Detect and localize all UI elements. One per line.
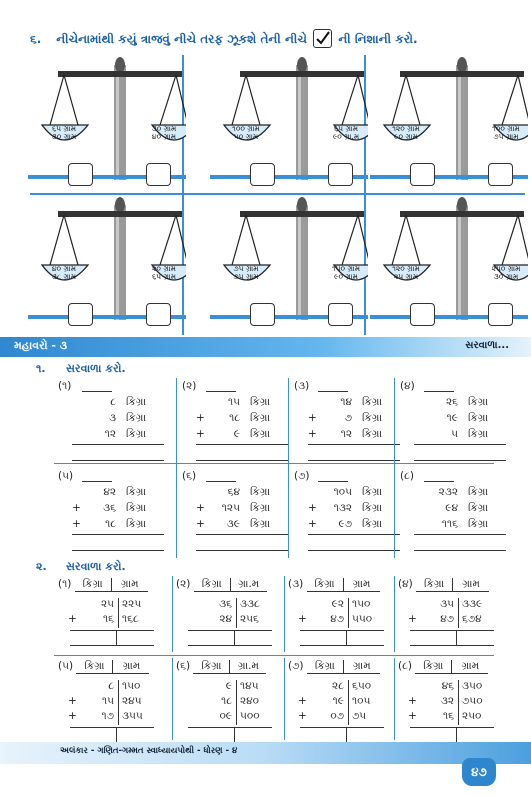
answer-line: [196, 444, 288, 445]
answer-line: [188, 727, 272, 728]
checkmark-icon: [314, 30, 331, 47]
problem-label: (૭): [294, 470, 310, 482]
answer-box-left[interactable]: [410, 163, 435, 186]
problem-row: + ૧૮ કિગ્રા: [72, 518, 147, 530]
answer-line: [70, 645, 154, 646]
problem-row: ૯૪ કિગ્રા: [445, 502, 489, 514]
problem-row: ૩ કિગ્રા: [109, 412, 147, 424]
answer-line: [72, 550, 164, 551]
pan-weight: ૧૦૦ ગ્રામ: [232, 124, 260, 133]
answer-line: [308, 534, 400, 535]
answer-box-right[interactable]: [328, 163, 353, 186]
table-row: + ૧૬ ૨૫૦: [398, 710, 508, 725]
problem-divider: [394, 378, 395, 468]
table-row: ૩૫ ૩૩૯: [398, 598, 508, 613]
problem-row: ૬૪ કિગ્રા: [227, 486, 271, 498]
answer-box-left[interactable]: [250, 163, 275, 186]
answer-blank[interactable]: [82, 481, 112, 482]
column-divider: [456, 727, 457, 742]
answer-line: [300, 645, 384, 646]
table-row: + ૧૭ ૩૫૫: [58, 710, 168, 725]
table-header: (૬) કિગ્રા ગ્રા.મ: [176, 660, 266, 674]
pan-weight: ૯૦ ગ્રામ: [394, 132, 418, 141]
answer-line: [196, 460, 288, 461]
pan-weight: ૪૦ ગ્રામ: [151, 132, 177, 141]
answer-box-right[interactable]: [488, 163, 513, 186]
band-title: મહાવરો - ૩: [14, 339, 68, 352]
answer-line: [188, 645, 272, 646]
footer-text: અલંકાર - ગણિત-ગમ્મત સ્વાધ્યાયપોથી - ધોરણ - ૪: [60, 746, 238, 756]
page-number: ૪૭: [462, 758, 496, 786]
answer-line: [410, 727, 494, 728]
answer-box-right[interactable]: [488, 303, 513, 326]
pan-weight: ૬૫ ગ્રામ: [51, 124, 77, 133]
question-text-before: નીચેનામાંથી કયું ત્રાજવું નીચે તરફ ઝૂકશે તેની નીચે: [56, 32, 307, 46]
answer-line: [300, 630, 384, 631]
question-number: ૬.: [30, 32, 42, 46]
answer-line: [300, 727, 384, 728]
pan-weight: ૭૫ ગ્રામ: [233, 264, 259, 273]
question-6-heading: [30, 30, 418, 49]
section-band: [0, 337, 531, 357]
answer-blank[interactable]: [206, 481, 236, 482]
problem-label: (૧): [58, 380, 72, 392]
answer-blank[interactable]: [424, 391, 454, 392]
problem-label: (૮): [400, 470, 414, 482]
column-divider: [234, 727, 235, 742]
question-text-after: ની નિશાની કરો.: [338, 32, 418, 46]
answer-line: [414, 460, 506, 461]
table-row: + ૪૭ ૬૭૪: [398, 613, 508, 628]
problem-label: (૫): [58, 470, 74, 482]
problem-divider: [394, 468, 395, 558]
answer-line: [196, 534, 288, 535]
table-header: (૨) કિગ્રા ગ્રા.મ: [176, 578, 267, 592]
answer-line: [196, 550, 288, 551]
problem-row: ૨૩૨ કિગ્રા: [438, 486, 489, 498]
column-divider: [346, 630, 347, 645]
problem-divider: [394, 658, 395, 740]
table-row: + ૦૭ ૭૫: [288, 710, 398, 725]
section-1-number: ૧.: [36, 362, 46, 375]
pan-weight: ૨૫૦ ગ્રામ: [491, 264, 521, 273]
table-row: ૨૪ ૨૫૬: [176, 613, 286, 628]
problem-row: + ૧૩૨ કિગ્રા: [308, 502, 383, 514]
pan-weight: ૨૫ ગ્રામ: [393, 272, 419, 281]
pan-weight: ૯૦ ગ્રા.મ: [332, 132, 360, 141]
problem-label: (૨): [182, 380, 197, 392]
answer-line: [188, 630, 272, 631]
column-divider: [234, 630, 235, 645]
problem-divider: [288, 378, 289, 468]
pan-weight: ૬૫ ગ્રામ: [333, 124, 359, 133]
pan-weight: ૯૦ ગ્રામ: [334, 272, 358, 281]
band-subtitle: સરવાળા...: [465, 340, 509, 351]
problem-row: ૧૪ કિગ્રા: [340, 396, 383, 408]
answer-blank[interactable]: [318, 481, 348, 482]
section-1-title: સરવાળા કરો.: [66, 362, 126, 375]
problem-row: ૨૬ કિગ્રા: [445, 396, 489, 408]
table-row: + ૧૯ ૧૦૫: [288, 695, 398, 710]
row-divider: [54, 463, 494, 464]
problem-row: ૧૦૫ કિગ્રા: [333, 486, 383, 498]
problem-row: + ૧૨૫ કિગ્રા: [196, 502, 271, 514]
problem-row: ૧૯ કિગ્રા: [446, 412, 489, 424]
table-header: (૧) કિગ્રા ગ્રામ: [58, 578, 148, 592]
balance-scale: [370, 55, 528, 185]
problem-divider: [284, 576, 285, 652]
problem-divider: [172, 576, 173, 652]
table-row: ૨૫ ૨૨૫: [58, 598, 168, 613]
pan-weight: ૧૨૦ ગ્રામ: [392, 124, 420, 133]
table-header: (૫) કિગ્રા ગ્રામ: [58, 660, 149, 674]
answer-line: [414, 444, 506, 445]
answer-blank[interactable]: [82, 391, 112, 392]
problem-divider: [288, 468, 289, 558]
answer-line: [308, 550, 400, 551]
problem-row: ૫ કિગ્રા: [451, 428, 489, 440]
pan-weight: ૨૦ ગ્રામ: [152, 264, 176, 273]
pan-weight: ૫૦ ગ્રામ: [233, 132, 259, 141]
problem-row: + ૩૯ કિગ્રા: [196, 518, 271, 530]
pan-weight: ૩૮ ગ્રામ: [51, 272, 77, 281]
problem-row: + ૧૨ કિગ્રા: [308, 428, 383, 440]
problem-label: (૪): [400, 380, 415, 392]
problem-row: ૧૧૬ કિગ્રા: [441, 518, 489, 530]
table-row: + ૧૬ ૧૬૮: [58, 613, 168, 628]
table-row: ૨૮ ૬૫૦: [288, 680, 398, 695]
answer-line: [410, 645, 494, 646]
table-header: (૮) કિગ્રા ગ્રામ: [398, 660, 488, 674]
answer-blank[interactable]: [318, 391, 348, 392]
column-divider: [346, 727, 347, 742]
pan-weight: ૬૫ ગ્રામ: [151, 272, 177, 281]
problem-row: + ૧૮ કિગ્રા: [196, 412, 271, 424]
table-row: + ૩૨ ૭૫૦: [398, 695, 508, 710]
row-divider: [54, 655, 494, 656]
problem-row: ૧૨ કિગ્રા: [104, 428, 147, 440]
problem-row: + ૯૭ કિગ્રા: [308, 518, 383, 530]
problem-row: ૪૨ કિગ્રા: [103, 486, 147, 498]
table-row: ૯૨ ૧૫૦: [288, 598, 398, 613]
pan-weight: ૩૦ ગ્રામ: [51, 132, 77, 141]
table-header: (૭) કિગ્રા ગ્રામ: [288, 660, 380, 674]
table-header: (૩) કિગ્રા ગ્રામ: [288, 578, 380, 592]
column-divider: [116, 727, 117, 742]
table-row: ૯ ૧૪૫: [176, 680, 286, 695]
balance-scale: [210, 195, 368, 325]
pan-weight: ૧૦૦ ગ્રામ: [492, 124, 520, 133]
table-row: ૪૬ ૩૫૦: [398, 680, 508, 695]
pan-weight: ૧૨૦ ગ્રામ: [392, 264, 420, 273]
answer-box-right[interactable]: [146, 163, 171, 186]
pan-weight: ૩૦ ગ્રામ: [493, 272, 519, 281]
problem-row: + ૭ કિગ્રા: [308, 412, 383, 424]
answer-box-left[interactable]: [410, 303, 435, 326]
problem-row: + ૩૬ કિગ્રા: [72, 502, 147, 514]
answer-line: [70, 630, 154, 631]
section-2-title: સરવાળા કરો.: [66, 560, 126, 573]
answer-line: [410, 630, 494, 631]
answer-line: [72, 534, 164, 535]
table-row: ૧૮ ૨૪૦: [176, 695, 286, 710]
column-divider: [456, 630, 457, 645]
problem-row: + ૯ કિગ્રા: [196, 428, 271, 440]
pan-weight: ૩૦ ગ્રામ: [151, 124, 177, 133]
table-row: + ૧૫ ૨૪૫: [58, 695, 168, 710]
table-row: + ૪૭ ૫૫૦: [288, 613, 398, 628]
problem-label: (૩): [294, 380, 310, 392]
problem-divider: [176, 378, 177, 468]
answer-line: [414, 534, 506, 535]
section-2-number: ૨.: [36, 560, 47, 573]
answer-box-left[interactable]: [68, 303, 93, 326]
table-row: ૮ ૧૫૦: [58, 680, 168, 695]
table-header: (૪) કિગ્રા ગ્રામ: [398, 578, 489, 592]
check-sample-box: [313, 29, 332, 48]
answer-line: [414, 550, 506, 551]
pan-weight: ૧૫૦ ગ્રામ: [331, 264, 361, 273]
answer-line: [70, 727, 154, 728]
answer-line: [308, 460, 400, 461]
problem-label: (૬): [182, 470, 197, 482]
column-divider: [116, 630, 117, 645]
pan-weight: ૭૫ ગ્રામ: [233, 272, 259, 281]
balance-scale: [210, 55, 368, 185]
pan-weight: ૭૫ ગ્રામ: [493, 132, 519, 141]
pan-weight: ૪૦ ગ્રામ: [51, 264, 77, 273]
answer-box-right[interactable]: [328, 303, 353, 326]
answer-box-left[interactable]: [68, 163, 93, 186]
problem-divider: [172, 658, 173, 740]
table-row: ૦૯ ૫૦૦: [176, 710, 286, 725]
balance-scale: [28, 195, 186, 325]
balance-scale: [370, 195, 528, 325]
problem-row: ૧૫ કિગ્રા: [227, 396, 271, 408]
balance-scale: [28, 55, 186, 185]
problem-divider: [394, 576, 395, 652]
table-row: ૩૬ ૩૩૮: [176, 598, 286, 613]
problem-row: ૮ કિગ્રા: [110, 396, 147, 408]
answer-line: [308, 444, 400, 445]
problem-divider: [176, 468, 177, 558]
answer-blank[interactable]: [424, 481, 454, 482]
answer-line: [72, 460, 164, 461]
answer-line: [72, 444, 164, 445]
answer-box-left[interactable]: [250, 303, 275, 326]
problem-divider: [284, 658, 285, 740]
answer-box-right[interactable]: [146, 303, 171, 326]
answer-blank[interactable]: [206, 391, 236, 392]
